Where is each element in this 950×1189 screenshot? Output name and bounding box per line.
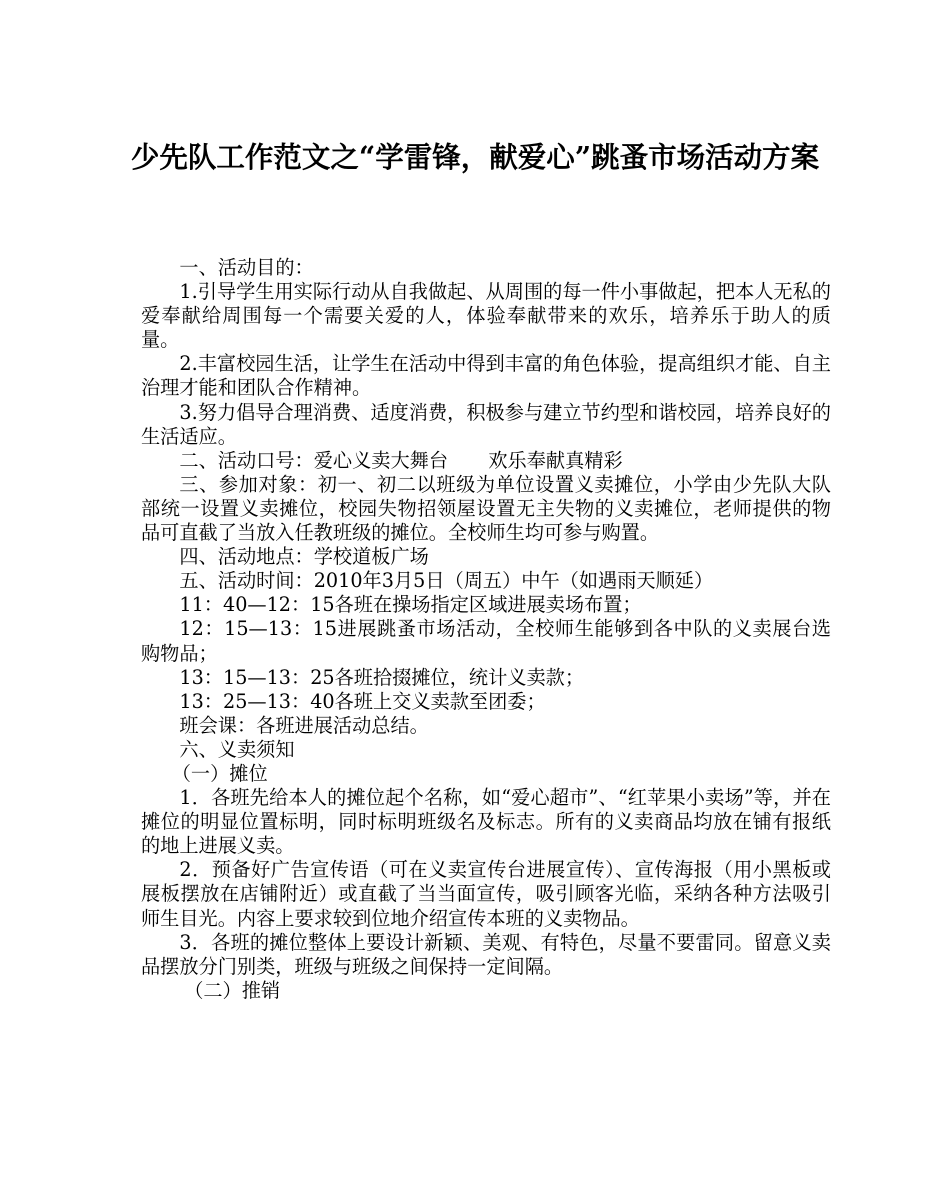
document-body — [141, 256, 831, 1003]
slogan-part-2: 欢乐奉献真精彩 — [488, 448, 623, 472]
slogan-part-1: 二、活动口号：爱心义卖大舞台 — [179, 448, 449, 472]
section-heading-purpose: 一、活动目的： — [179, 256, 314, 279]
purpose-item-2: 2.丰富校园生活，让学生在活动中得到丰富的角色体验，提高组织才能、自主治理才能和团队合作精神。 — [141, 352, 831, 400]
schedule-item-1: 11：40—12：15各班在操场指定区域进展卖场布置； — [179, 593, 642, 617]
purpose-item-1: 1.引导学生用实际行动从自我做起、从周围的每一件小事做起，把本人无私的爱奉献给周围每一个需要关爱的人，体验奉献带来的欢乐，培养乐于助人的质量。 — [141, 280, 831, 352]
document-title: 少先队工作范文之“学雷锋，献爱心”跳蚤市场活动方案 — [130, 140, 820, 174]
section-location: 四、活动地点：学校道板广场 — [179, 545, 429, 569]
schedule-item-3: 13：15—13：25各班拾掇摊位，统计义卖款； — [179, 665, 585, 689]
purpose-item-3: 3.努力倡导合理消费、适度消费，积极参与建立节约型和谐校园，培养良好的生活适应。 — [141, 400, 831, 448]
schedule-item-4: 13：25—13：40各班上交义卖款至团委； — [179, 689, 546, 713]
stall-item-3: 3．各班的摊位整体上要设计新颖、美观、有特色，尽量不要雷同。留意义卖品摆放分门别类，班级与班级之间保持一定间隔。 — [141, 930, 831, 978]
subsection-stall: （一）摊位 — [171, 761, 268, 785]
schedule-item-2: 12：15—13：15进展跳蚤市场活动，全校师生能够到各中队的义卖展台选购物品； — [141, 617, 831, 665]
stall-item-2: 2．预备好广告宣传语（可在义卖宣传台进展宣传）、宣传海报（用小黑板或展板摆放在店铺附近）或直截了当当面宣传，吸引顾客光临，采纳各种方法吸引师生目光。内容上要求较到位地介绍宣传本班的义卖物品。 — [141, 858, 831, 930]
section-time: 五、活动时间：2010年3月5日（周五）中午（如遇雨天顺延） — [179, 569, 714, 593]
schedule-item-5: 班会课：各班进展活动总结。 — [179, 713, 429, 737]
section-slogan — [141, 449, 831, 473]
subsection-promotion: （二）推销 — [184, 978, 281, 1002]
stall-item-1: 1．各班先给本人的摊位起个名称，如“爱心超市”、“红苹果小卖场”等，并在摊位的明显位置标明，同时标明班级名及标志。所有的义卖商品均放在铺有报纸的地上进展义卖。 — [141, 786, 831, 858]
section-participants: 三、参加对象：初一、初二以班级为单位设置义卖摊位，小学由少先队大队部统一设置义卖摊位，校园失物招领屋设置无主失物的义卖摊位，老师提供的物品可直截了当放入任教班级的摊位。全校师生均可参与购置。 — [141, 472, 831, 545]
section-sale-notice: 六、义卖须知 — [179, 737, 295, 761]
